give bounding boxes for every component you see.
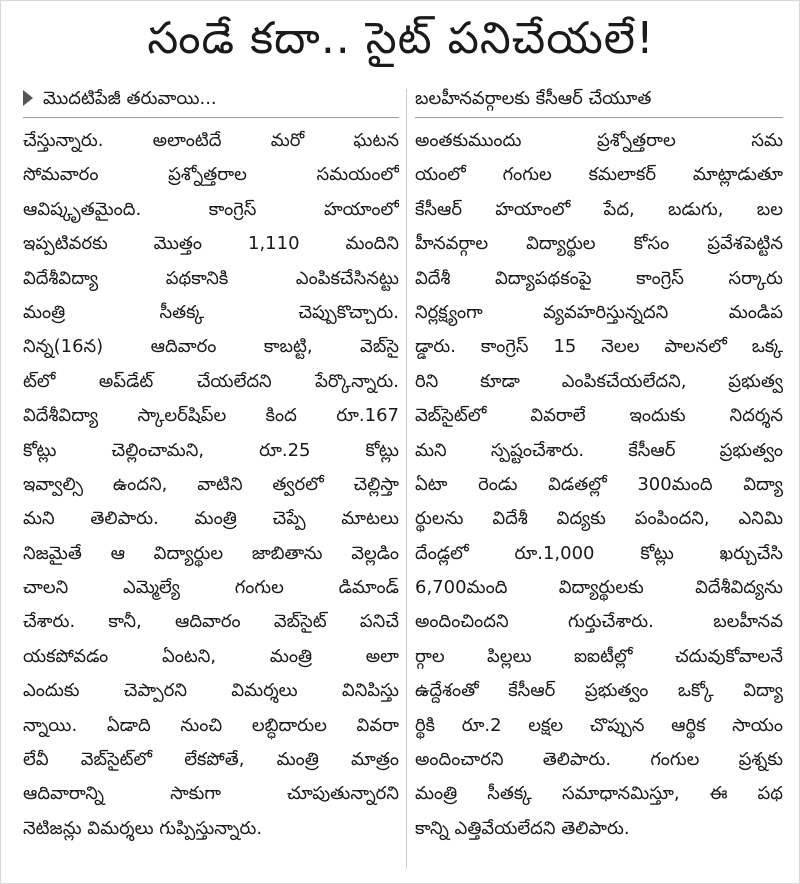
- text-line: ర్గాల పిల్లలు ఐఐటీల్లో చదువుకోవాలనే: [415, 645, 783, 667]
- text-line: ఇప్పటివరకు మొత్తం 1,110 మందిని: [23, 233, 399, 255]
- text-line: మని తెలిపారు. మంత్రి చెప్పే మాటలు: [23, 508, 399, 530]
- text-line: అందించారని తెలిపారు. గంగుల ప్రశ్నకు: [415, 749, 783, 771]
- text-line: ఇవ్వాల్సి ఉందని, వాటిని త్వరలో చెల్లిస్తా: [23, 473, 399, 495]
- text-line: మంత్రి సీతక్క సమాధానమిస్తూ, ఈ పథ: [415, 783, 783, 805]
- text-line: కేసీఆర్ హయాంలో పేద, బడుగు, బల: [415, 198, 783, 220]
- text-line: రిని కూడా ఎంపికచేయలేదని, ప్రభుత్వ: [415, 370, 783, 392]
- text-line: ర్థులను విదేశీ విద్యకు పంపిందని, ఎనిమి: [415, 508, 783, 530]
- column-divider: [406, 89, 407, 869]
- text-line: అంతకుముందు ప్రశ్నోత్తరాల సమ: [415, 130, 783, 151]
- text-line: నిర్లక్ష్యంగా వ్యవహరిస్తున్నదని మండిప: [415, 301, 783, 323]
- right-subhead: బలహీనవర్గాలకు కేసీఆర్ చేయూత: [415, 85, 783, 118]
- text-line: ఆదివారాన్ని సాకుగా చూపుతున్నారని: [23, 783, 399, 805]
- text-line: ఆవిష్కృతమైంది. కాంగ్రెస్ హయాంలో: [23, 198, 399, 220]
- right-column: [415, 85, 783, 846]
- text-line: నిజమైతే ఆ విద్యార్థుల జాబితాను వెల్లడిం: [23, 542, 399, 564]
- text-line: దేండ్లలో రూ.1,000 కోట్లు ఖర్చుచేసి: [415, 542, 783, 564]
- text-line: చేశారు. కానీ, ఆదివారం వెబ్‌సైట్ పనిచే: [23, 611, 399, 633]
- text-line: కాన్ని ఎత్తివేయలేదని తెలిపారు.: [415, 817, 630, 839]
- left-column: [23, 85, 399, 846]
- text-line: మని స్పష్టంచేశారు. కేసీఆర్ ప్రభుత్వం: [415, 439, 783, 461]
- text-line: ట్‌లో అప్‌డేట్ చేయలేదని పేర్కొన్నారు.: [23, 370, 399, 392]
- left-subhead: [23, 85, 399, 118]
- text-line: ఎందుకు చెప్పారని విమర్శలు వినిపిస్తు: [23, 680, 399, 702]
- text-line: డ్డారు. కాంగ్రెస్ 15 నెలల పాలనలో ఒక్క: [415, 336, 783, 358]
- headline: సండే కదా.. సైట్ పనిచేయలే!: [147, 13, 655, 64]
- text-line: కోట్లు చెల్లించామని, రూ.25 కోట్లు: [23, 439, 399, 461]
- text-line: చేస్తున్నారు. అలాంటిదే మరో ఘటన: [23, 130, 399, 151]
- text-line: న్నాయి. ఏడాది నుంచి లబ్ధిదారుల వివరా: [23, 714, 399, 736]
- text-line: యంలో గంగుల కమలాకర్ మాట్లాడుతూ: [415, 164, 783, 186]
- continuation-arrow-icon: [23, 90, 33, 106]
- text-line: ర్థికి రూ.2 లక్షల చొప్పున ఆర్థిక సాయం: [415, 714, 783, 736]
- text-line: విదేశీ విద్యాపథకంపై కాంగ్రెస్ సర్కారు: [415, 267, 783, 289]
- text-line: నెటిజన్లు విమర్శలు గుప్పిస్తున్నారు.: [23, 817, 263, 839]
- text-line: వెబ్‌సైట్‌లో వివరాలే ఇందుకు నిదర్శన: [415, 405, 783, 427]
- text-line: ఏటా రెండు విడతల్లో 300మంది విద్యా: [415, 473, 783, 495]
- text-line: విదేశీవిద్యా పథకానికి ఎంపికచేసినట్టు: [23, 267, 399, 289]
- text-line: సోమవారం ప్రశ్నోత్తరాల సమయంలో: [23, 164, 399, 186]
- left-subhead-text: మొదటిపేజీ తరువాయి...: [43, 88, 217, 109]
- text-line: అందించిందని గుర్తుచేశారు. బలహీనవ: [415, 611, 783, 633]
- text-line: యకపోవడం ఏంటని, మంత్రి అలా: [23, 645, 399, 667]
- text-line: ఉద్దేశంతో కేసీఆర్ ప్రభుత్వం ఒక్కో విద్యా: [415, 680, 783, 702]
- left-body-text: [23, 124, 399, 846]
- text-line: చాలని ఎమ్మెల్యే గంగుల డిమాండ్: [23, 577, 399, 599]
- text-line: లేవీ వెబ్‌సైట్‌లో లేకపోతే, మంత్రి మాత్రం: [23, 749, 399, 771]
- text-line: హీనవర్గాల విద్యార్థుల కోసం ప్రవేశపెట్టిన: [415, 233, 783, 255]
- text-line: విదేశీవిద్యా స్కాలర్‌షిప్‌ల కింద రూ.167: [23, 405, 399, 427]
- text-line: 6,700మంది విద్యార్థులకు విదేశీవిద్యను: [415, 577, 783, 599]
- text-line: నిన్న(16న) ఆదివారం కాబట్టి, వెబ్‌సై: [23, 336, 399, 358]
- text-line: మంత్రి సీతక్క చెప్పుకొచ్చారు.: [23, 301, 399, 323]
- right-body-text: [415, 124, 783, 846]
